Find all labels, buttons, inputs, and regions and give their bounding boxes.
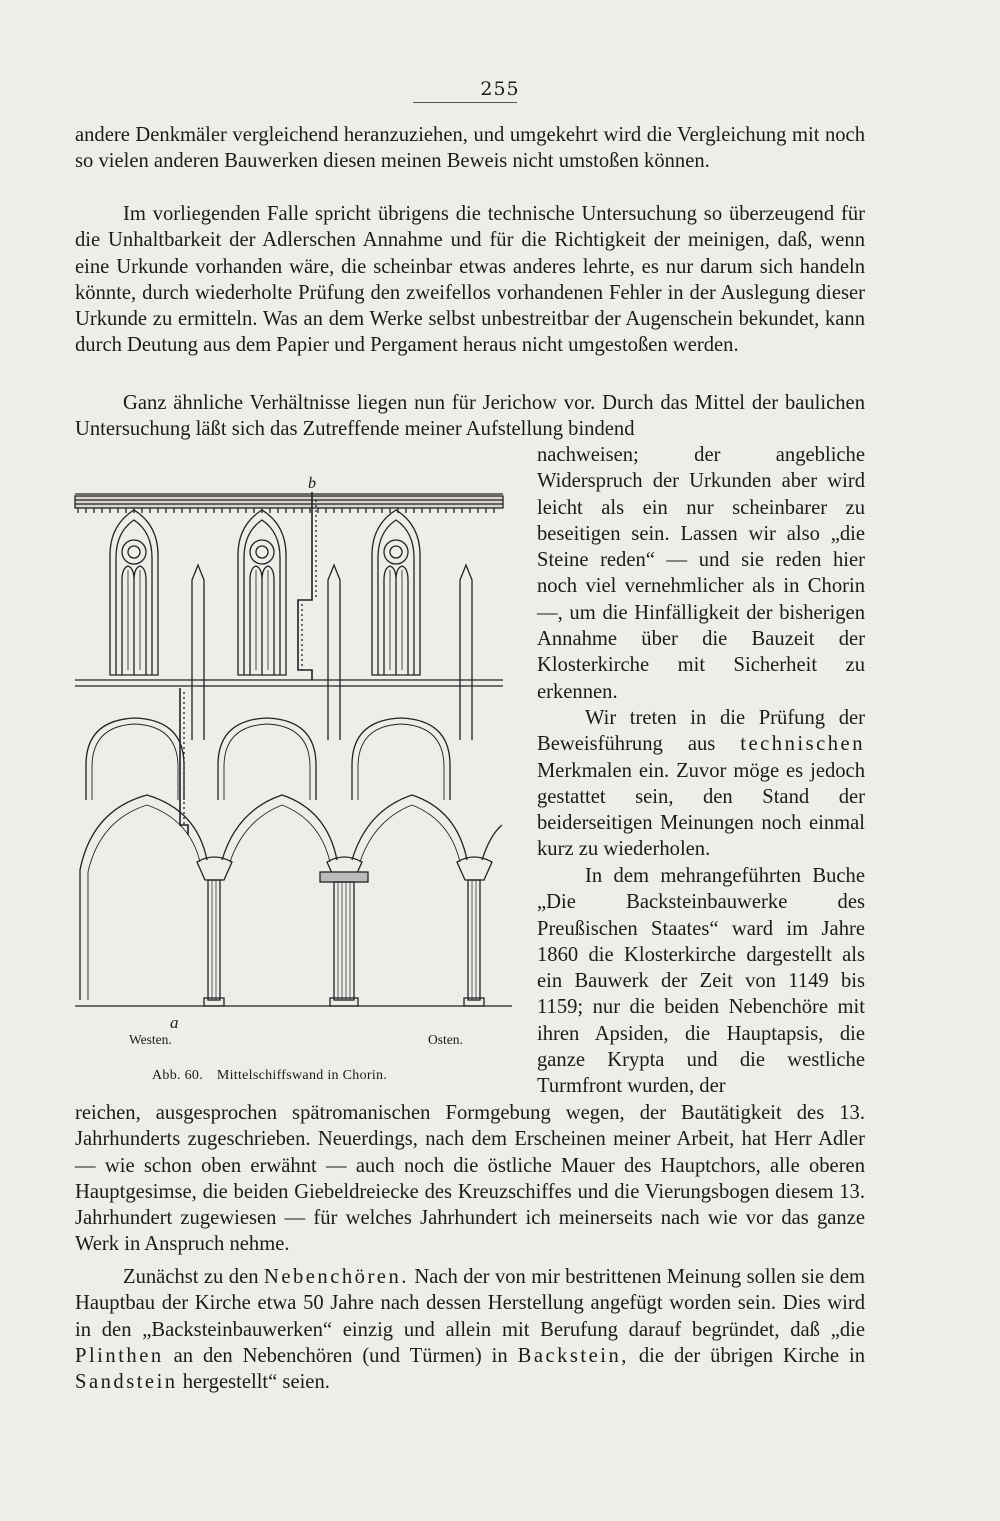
r2-text-spaced: technischen [740,733,865,756]
p5-text-g: die der übrigen Kirche in [628,1344,866,1367]
label-b: b [308,475,316,492]
pilaster-strip-2 [328,565,340,740]
clerestory-window-1 [110,510,158,675]
cornice-dentils [78,508,494,513]
blind-arch-3 [352,718,450,800]
pilaster-strip-1 [192,565,204,740]
arcade-arch-3 [352,795,467,860]
right-column-paragraph-1: nachweisen; der angebliche Widerspruch der Urkunden aber wird leicht als ein nur scheinbarer zu beseitigen sein. Lassen wir also „die Steine reden“ — und sie reden hier noch viel vernehmlicher als in Chorin —, um die Hinfälligkeit der bisherigen Annahme über die Bauzeit der Klosterkirche mit Sicherheit zu erkennen. [537,444,865,703]
p5-spaced-nebenchoeren: Nebenchören. [263,1266,409,1288]
right-column-paragraph-3: In dem mehrangeführten Buche „Die Backsteinbauwerke des Preußischen Staates“ ward im Jahre 1860 die Klosterkirche dargestellt als ein Bauwerk der Zeit von 1149 bis 1159; nur die beiden Nebenchöre mit ihren Apsiden, die Hauptapsis, die ganze Krypta und die westliche Turmfront wurden, der [537,865,865,1098]
paragraph-1: andere Denkmäler vergleichend heranzuziehen, und umgekehrt wird die Vergleichung mit noch so vielen anderen Bauwerken diesen meinen Beweis nicht umstoßen können. [75,124,865,173]
p5-spaced-plinthen: Plinthen [75,1344,164,1367]
p5-text-c: Nach der von mir bestrittenen Meinung sollen sie dem Hauptbau der Kirche etwa 50 Jahre nach dessen Herstellung angefügt worden sein. Dies wird in den „Backsteinbauwerken“ einzig und allein mit Berufung darauf begründet, daß „die [75,1266,865,1341]
p5-text-i: hergestellt“ seien. [177,1371,330,1394]
blind-arch-1 [86,718,184,800]
paragraph-5 [75,1264,865,1395]
r2-text-b: Merkmalen ein. Zuvor möge es jedoch gestattet sein, den Stand der beiderseitigen Meinungen noch einmal kurz zu wiederholen. [537,759,865,861]
p5-spaced-sandstein: Sandstein [75,1371,178,1394]
p5-text-e: an den Nebenchören (und Türmen) in [163,1344,518,1367]
caption-number: Abb. 60. [152,1068,204,1083]
pilaster-strip-3 [460,565,472,740]
p5-text-a: Zunächst zu den [123,1266,264,1288]
label-a: a [170,1013,179,1032]
caption-text: Mittelschiffswand in Chorin. [216,1068,388,1083]
paragraph-4: reichen, ausgesprochen spätromanischen Formgebung wegen, der Bautätigkeit des 13. Jahrhunderts zugeschrieben. Neuerdings, nach dem Erscheinen meiner Arbeit, hat Herr Adler — wie schon oben erwähnt — auch noch die östliche Mauer des Hauptchors, alle oberen Hauptgesimse, die beiden Giebeldreiecke des Kreuzschiffes und die Vierungsbogen diesem 13. Jahrhundert zugewiesen — für welches Jahrhundert ich meinerseits nach wie vor das ganze Werk in Anspruch nehme. [75,1102,865,1256]
string-course [75,680,503,686]
pier-2 [320,857,368,1006]
cornice-band [75,496,503,508]
pier-3 [457,857,492,1006]
r2-text-a: Wir treten in die Prüfung der Beweisführung aus [537,707,865,756]
figure-caption [152,1068,387,1084]
nave-wall-drawing [72,470,530,1050]
label-west: Westen. [129,1032,172,1047]
section-line-b [298,492,312,680]
figure-nave-wall [72,470,530,1050]
paragraph-3: Ganz ähnliche Verhältnisse liegen nun für Jerichow vor. Durch das Mittel der baulichen Untersuchung läßt sich das Zutreffende meiner Aufstellung bindend [75,392,865,441]
pier-1 [197,857,232,1006]
p5-spaced-backstein: Backstein, [517,1344,629,1367]
page-number: 255 [480,78,520,100]
blind-arch-2 [218,718,316,800]
paragraph-2: Im vorliegenden Falle spricht übrigens die technische Untersuchung so überzeugend für die Unhaltbarkeit der Adlerschen Annahme und für die Richtigkeit der meinigen, daß, wenn eine Urkunde vorhanden wäre, die scheinbar etwas anderes lehrte, es nur darum sich handeln könnte, durch wiederholte Prüfung den zweifellos vorhandenen Fehler in der Auslegung dieser Urkunde zu ermitteln. Was an dem Werke selbst unbestreitbar der Augenschein bekundet, kann durch Deutung aus dem Papier und Pergament heraus nicht umgestoßen werden. [75,203,865,357]
right-column-paragraph-2 [537,705,865,863]
arcade-arch-2 [222,795,337,860]
label-east: Osten. [428,1032,463,1047]
clerestory-window-2 [238,510,286,675]
arcade-arch-4 [482,825,502,860]
page-number-rule [413,102,517,103]
clerestory-window-3 [372,510,420,675]
